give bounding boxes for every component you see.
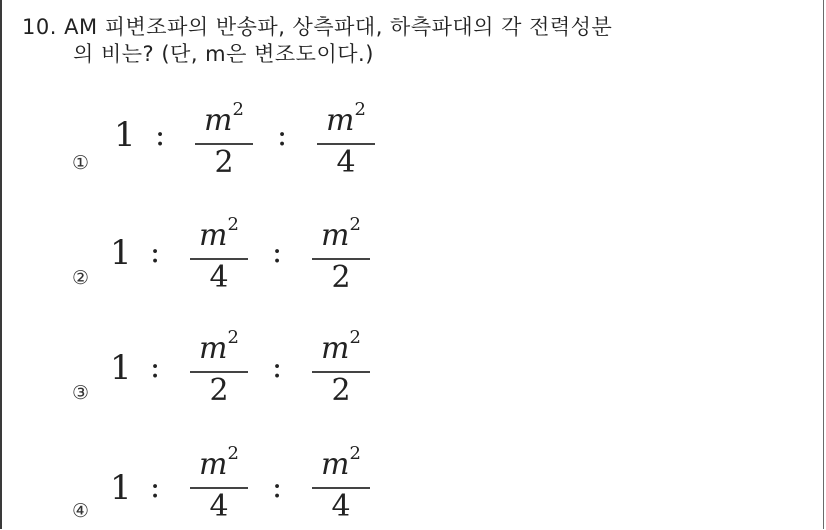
fraction-numerator: $m^2$ (326, 99, 366, 138)
fraction-denominator: 2 (331, 260, 351, 295)
ratio-colon: : (272, 470, 283, 505)
fraction-denominator: 2 (209, 373, 229, 408)
option-marker: ③ (72, 382, 90, 404)
option-marker: ④ (72, 500, 90, 522)
ratio-colon: : (277, 118, 288, 153)
ratio-colon: : (155, 118, 166, 153)
fraction-denominator: 4 (209, 489, 229, 524)
question-line-2: 의 비는? (단, m은 변조도이다.) (73, 42, 374, 66)
fraction-numerator: $m^2$ (321, 327, 361, 366)
fraction-1 (193, 98, 255, 181)
ratio-colon: : (150, 350, 161, 385)
fraction-denominator: 4 (336, 145, 356, 180)
fraction-2 (310, 213, 372, 296)
ratio-one: 1 (114, 115, 136, 155)
ratio-one: 1 (110, 468, 132, 508)
fraction-1 (188, 326, 250, 409)
fraction-denominator: 4 (331, 489, 351, 524)
answer-option-4[interactable] (2, 430, 422, 530)
fraction-numerator: $m^2$ (321, 443, 361, 482)
fraction-denominator: 2 (214, 145, 234, 180)
fraction-2 (310, 326, 372, 409)
ratio-colon: : (150, 235, 161, 270)
answer-option-3[interactable] (2, 318, 422, 418)
question-line-1: 10. AM 피변조파의 반송파, 상측파대, 하측파대의 각 전력성분 (22, 15, 613, 39)
fraction-denominator: 4 (209, 260, 229, 295)
fraction-denominator: 2 (331, 373, 351, 408)
fraction-numerator: $m^2$ (199, 327, 239, 366)
ratio-one: 1 (110, 233, 132, 273)
ratio-colon: : (150, 470, 161, 505)
option-marker: ② (72, 267, 90, 289)
fraction-1 (188, 442, 250, 525)
fraction-2 (310, 442, 372, 525)
fraction-numerator: $m^2$ (204, 99, 244, 138)
ratio-colon: : (272, 350, 283, 385)
option-marker: ① (72, 152, 90, 174)
fraction-numerator: $m^2$ (199, 214, 239, 253)
fraction-1 (188, 213, 250, 296)
fraction-numerator: $m^2$ (199, 443, 239, 482)
question-text (22, 14, 612, 68)
ratio-colon: : (272, 235, 283, 270)
fraction-2 (315, 98, 377, 181)
ratio-one: 1 (110, 348, 132, 388)
answer-option-1[interactable] (2, 92, 422, 192)
answer-option-2[interactable] (2, 205, 422, 305)
fraction-numerator: $m^2$ (321, 214, 361, 253)
